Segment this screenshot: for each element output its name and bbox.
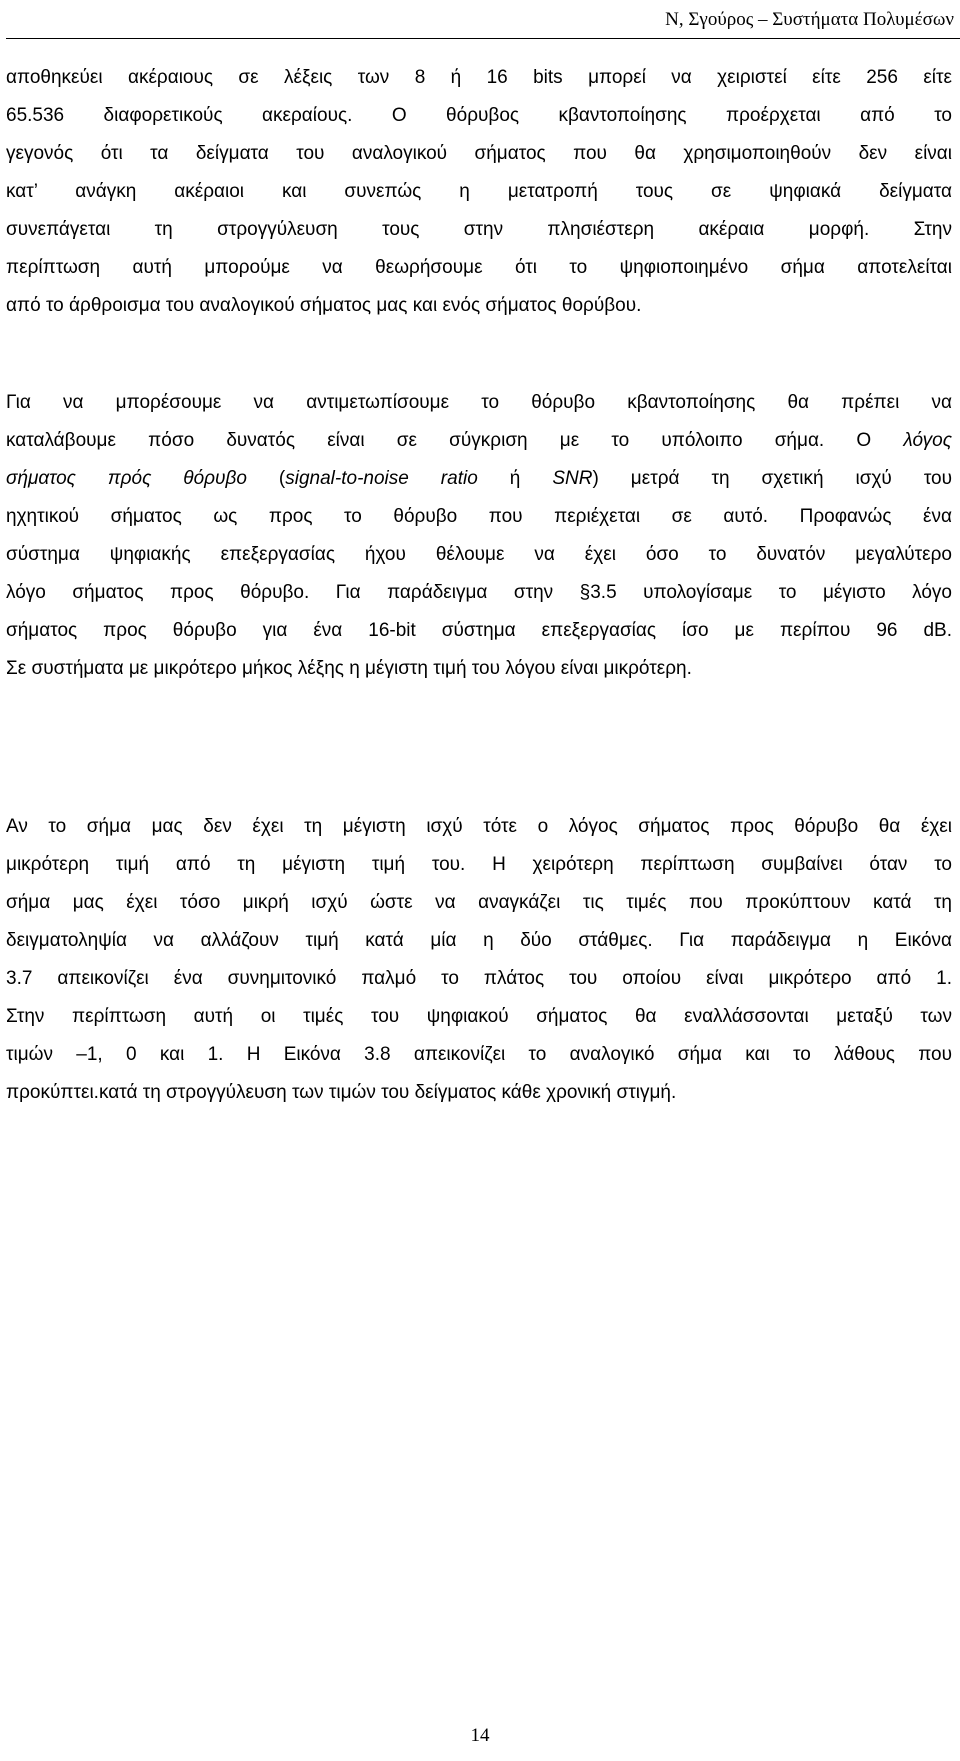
- text-line: Σε συστήματα με μικρότερο μήκος λέξης η μέγιστη τιμή του λόγου είναι μικρότερη.: [6, 658, 692, 679]
- text-line: σήμα μας έχει τόσο μικρή ισχύ ώστε να αναγκάζει τις τιμές που προκύπτουν κατά τη: [6, 892, 952, 913]
- header-rule: [6, 38, 960, 39]
- text-line: σύστημα ψηφιακής επεξεργασίας ήχου θέλουμε να έχει όσο το δυνατόν μεγαλύτερο: [6, 544, 952, 565]
- italic-term: σήματος πρός θόρυβο: [6, 468, 247, 489]
- text-line: Αν το σήμα μας δεν έχει τη μέγιστη ισχύ τότε ο λόγος σήματος προς θόρυβο θα έχει: [6, 816, 952, 837]
- italic-term: signal-to-noise ratio: [285, 468, 478, 489]
- text-run: (: [246, 468, 286, 489]
- page-number: 14: [470, 1725, 490, 1746]
- text-run: καταλάβουμε πόσο δυνατός είναι σε σύγκριση με το υπόλοιπο σήμα. Ο: [6, 430, 904, 451]
- text-line: 65.536 διαφορετικούς ακεραίους. Ο θόρυβος κβαντοποίησης προέρχεται από το: [6, 105, 952, 126]
- text-line: Στην περίπτωση αυτή οι τιμές του ψηφιακού σήματος θα εναλλάσσονται μεταξύ των: [6, 1006, 952, 1027]
- text-run: ή: [477, 468, 553, 489]
- text-line: συνεπάγεται τη στρογγύλευση τους στην πλησιέστερη ακέραια μορφή. Στην: [6, 219, 952, 240]
- paragraph-2: [6, 384, 952, 688]
- text-line: ηχητικού σήματος ως προς το θόρυβο που περιέχεται σε αυτό. Προφανώς ένα: [6, 506, 952, 527]
- text-line: περίπτωση αυτή μπορούμε να θεωρήσουμε ότι το ψηφιοποιημένο σήμα αποτελείται: [6, 257, 952, 278]
- text-line: δειγματοληψία να αλλάζουν τιμή κατά μία η δύο στάθμες. Για παράδειγμα η Εικόνα: [6, 930, 952, 951]
- text-run: ) μετρά τη σχετική ισχύ του: [592, 468, 953, 489]
- text-line: μικρότερη τιμή από τη μέγιστη τιμή του. Η χειρότερη περίπτωση συμβαίνει όταν το: [6, 854, 952, 875]
- text-line: [6, 422, 952, 460]
- running-title: Ν, Σγούρος – Συστήματα Πολυμέσων: [665, 9, 954, 30]
- text-line: τιμών –1, 0 και 1. Η Εικόνα 3.8 απεικονίζει το αναλογικό σήμα και το λάθους που: [6, 1044, 952, 1065]
- italic-term: λόγος: [903, 430, 952, 451]
- text-line: [6, 460, 952, 498]
- page-footer: [0, 1725, 960, 1747]
- text-line: προκύπτει.κατά τη στρογγύλευση των τιμών του δείγματος κάθε χρονική στιγμή.: [6, 1082, 677, 1103]
- text-line: λόγο σήματος προς θόρυβο. Για παράδειγμα στην §3.5 υπολογίσαμε το μέγιστο λόγο: [6, 582, 952, 603]
- paragraph-3: [6, 808, 952, 1112]
- text-line: αποθηκεύει ακέραιους σε λέξεις των 8 ή 16 bits μπορεί να χειριστεί είτε 256 είτε: [6, 67, 952, 88]
- text-line: από το άρθροισμα του αναλογικού σήματος μας και ενός σήματος θορύβου.: [6, 295, 642, 316]
- italic-term: SNR: [552, 468, 593, 489]
- text-line: 3.7 απεικονίζει ένα συνημιτονικό παλμό το πλάτος του οποίου είναι μικρότερο από 1.: [6, 968, 952, 989]
- paragraph-1: [6, 59, 952, 325]
- text-line: σήματος προς θόρυβο για ένα 16-bit σύστημα επεξεργασίας ίσο με περίπου 96 dB.: [6, 620, 952, 641]
- text-line: Για να μπορέσουμε να αντιμετωπίσουμε το θόρυβο κβαντοποίησης θα πρέπει να: [6, 392, 952, 413]
- running-header: [20, 8, 960, 32]
- text-line: γεγονός ότι τα δείγματα του αναλογικού σήματος που θα χρησιμοποιηθούν δεν είναι: [6, 143, 952, 164]
- text-line: κατ’ ανάγκη ακέραιοι και συνεπώς η μετατροπή τους σε ψηφιακά δείγματα: [6, 181, 952, 202]
